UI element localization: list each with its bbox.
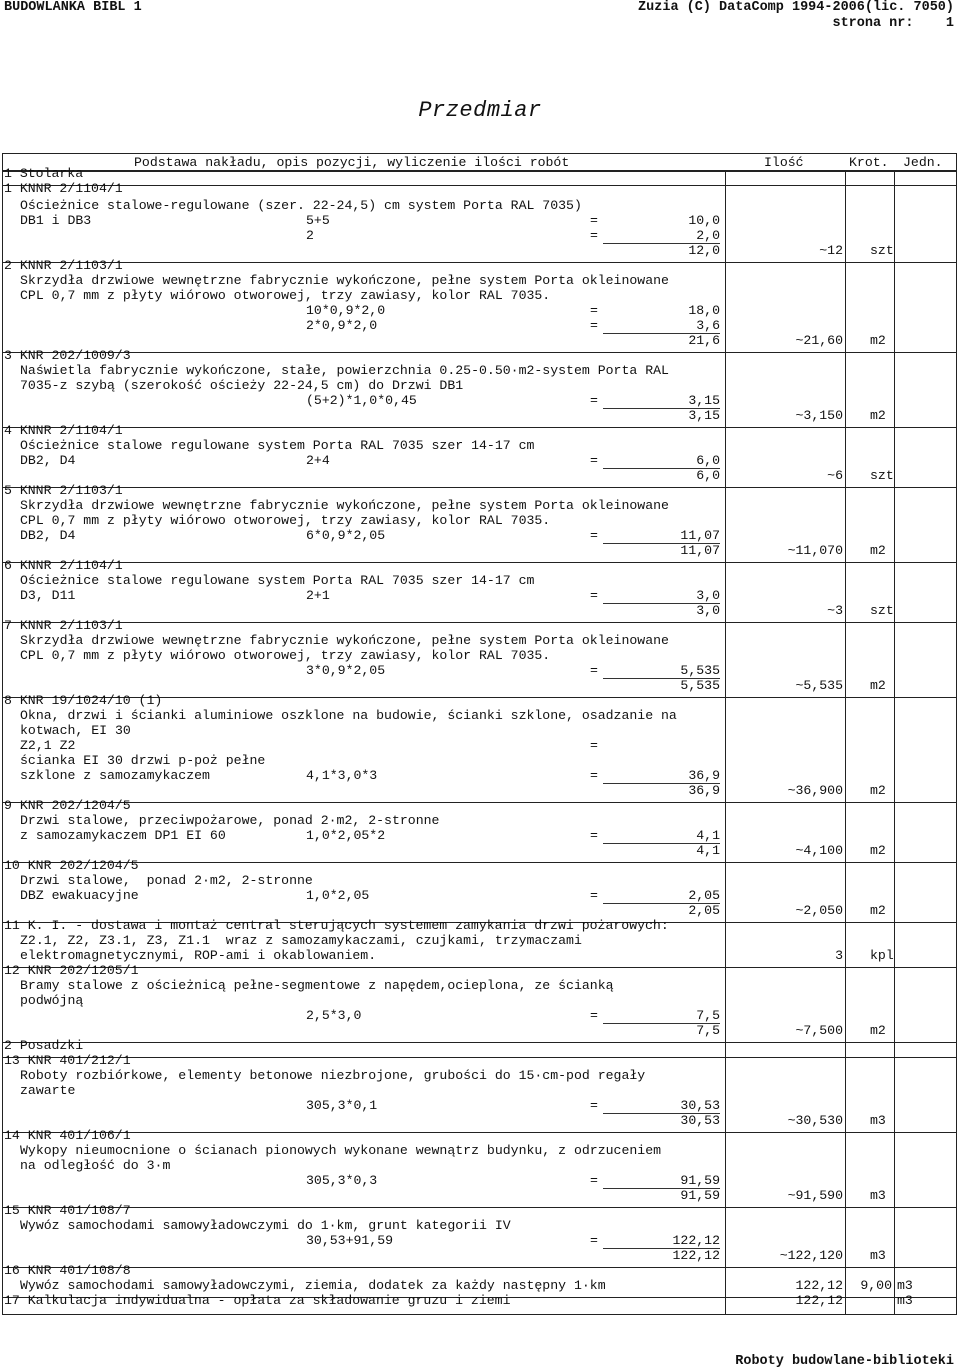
row-separator	[2, 1267, 957, 1268]
position-description: Wywóz samochodami samowyładowczymi do 1·km, grunt kategorii IV	[20, 1218, 511, 1233]
position-description: Ościeżnice stalowe regulowane system Porta RAL 7035 szer 14-17 cm	[20, 573, 535, 588]
position-header: 2 Posadzki	[4, 1038, 84, 1053]
calc-equals: =	[590, 228, 598, 243]
position-description: na odległość do 3·m	[20, 1158, 171, 1173]
position-header: 6 KNNR 2/1104/1	[4, 558, 123, 573]
calc-expression: 2	[306, 228, 314, 243]
calc-equals: =	[590, 738, 598, 753]
position-header: 1 Stolarka	[4, 166, 84, 181]
calc-value: 36,9	[688, 768, 720, 783]
calc-value: 2,05	[688, 888, 720, 903]
subtotal-value: 5,535	[680, 678, 720, 693]
subtotal-value: 12,0	[688, 243, 720, 258]
position-header: 14 KNR 401/106/1	[4, 1128, 131, 1143]
quantity-cell: 122,12	[795, 1278, 843, 1293]
col-header-description: Podstawa nakładu, opis pozycji, wyliczenie ilości robót	[134, 155, 570, 170]
calc-value: 11,07	[680, 528, 720, 543]
position-header: 7 KNNR 2/1103/1	[4, 618, 123, 633]
unit-cell: m3	[897, 1278, 913, 1293]
quantity-cell: ~12	[819, 243, 843, 258]
quantity-cell: ~6	[827, 468, 843, 483]
position-description: Bramy stalowe z ościeżnicą pełne-segmentowe z napędem,ocieplona, ze ścianką	[20, 978, 614, 993]
unit-cell: m2	[870, 333, 886, 348]
quantity-cell: 122,12	[795, 1293, 843, 1308]
unit-cell: szt	[870, 468, 894, 483]
unit-cell: m2	[870, 783, 886, 798]
unit-cell: m3	[897, 1293, 913, 1308]
column-divider-3	[894, 172, 895, 1314]
position-header: 9 KNR 202/1204/5	[4, 798, 131, 813]
calc-expression: 5+5	[306, 213, 330, 228]
unit-cell: kpl	[870, 948, 894, 963]
copyright-line: Zuzia (C) DataComp 1994-2006(lic. 7050)	[638, 0, 954, 15]
unit-cell: m3	[870, 1113, 886, 1128]
krot-cell: 9,00	[860, 1278, 892, 1293]
position-description: Skrzydła drzwiowe wewnętrzne fabrycznie wykończone, pełne system Porta okleinowane	[20, 498, 669, 513]
calc-equals: =	[590, 213, 598, 228]
subtotal-value: 4,1	[696, 843, 720, 858]
position-description: Wykopy nieumocnione o ścianach pionowych wykonane wewnątrz budynku, z odrzuceniem	[20, 1143, 662, 1158]
row-separator	[2, 622, 957, 623]
subtotal-value: 3,15	[688, 408, 720, 423]
unit-cell: m2	[870, 678, 886, 693]
position-description: CPL 0,7 mm z płyty wiórowo otworowej, trzy zawiasy, kolor RAL 7035.	[20, 648, 551, 663]
calc-expression: (5+2)*1,0*0,45	[306, 393, 417, 408]
calc-value: 2,0	[696, 228, 720, 243]
unit-cell: m2	[870, 408, 886, 423]
row-separator	[2, 185, 957, 186]
position-header: 5 KNNR 2/1103/1	[4, 483, 123, 498]
quantity-cell: ~2,050	[795, 903, 843, 918]
position-description: Ościeżnice stalowe-regulowane (szer. 22-24,5) cm system Porta RAL 7035)	[20, 198, 582, 213]
position-description: Z2.1, Z2, Z3.1, Z3, Z1.1 wraz z samozamykaczami, czujkami, trzymaczami	[20, 933, 582, 948]
calc-label: DBZ ewakuacyjne	[20, 888, 139, 903]
position-description: zawarte	[20, 1083, 76, 1098]
calc-label: D3, D11	[20, 588, 76, 603]
position-header: 13 KNR 401/212/1	[4, 1053, 131, 1068]
calc-expression: 2,5*3,0	[306, 1008, 362, 1023]
calc-expression: 3*0,9*2,05	[306, 663, 386, 678]
calc-expression: 4,1*3,0*3	[306, 768, 378, 783]
calc-equals: =	[590, 1008, 598, 1023]
subtotal-value: 36,9	[688, 783, 720, 798]
page-label: strona nr:	[832, 16, 914, 31]
position-description: elektromagnetycznymi, ROP-ami i okablowaniem.	[20, 948, 377, 963]
calc-value: 7,5	[696, 1008, 720, 1023]
position-description: kotwach, EI 30	[20, 723, 131, 738]
position-description: Skrzydła drzwiowe wewnętrzne fabrycznie wykończone, pełne system Porta okleinowane	[20, 633, 669, 648]
row-separator	[2, 1042, 957, 1043]
calc-equals: =	[590, 528, 598, 543]
row-separator	[2, 562, 957, 563]
position-header: 2 KNNR 2/1103/1	[4, 258, 123, 273]
unit-cell: m2	[870, 843, 886, 858]
calc-label: DB1 i DB3	[20, 213, 92, 228]
row-separator	[2, 427, 957, 428]
position-header: 16 KNR 401/108/8	[4, 1263, 131, 1278]
position-header: 1 KNNR 2/1104/1	[4, 181, 123, 196]
calc-equals: =	[590, 1098, 598, 1113]
calc-equals: =	[590, 588, 598, 603]
subtotal-value: 21,6	[688, 333, 720, 348]
subtotal-value: 6,0	[696, 468, 720, 483]
table-frame	[2, 153, 957, 1315]
position-header: 17 Kalkulacja indywidualna - opłata za składowanie gruzu i ziemi	[4, 1293, 511, 1308]
page-number-line	[832, 16, 954, 31]
calc-expression: 305,3*0,1	[306, 1098, 378, 1113]
calc-expression: 2+1	[306, 588, 330, 603]
col-header-unit: Jedn.	[903, 155, 943, 170]
row-separator	[2, 352, 957, 353]
subtotal-value: 91,59	[680, 1188, 720, 1203]
quantity-cell: ~3,150	[795, 408, 843, 423]
quantity-cell: ~7,500	[795, 1023, 843, 1038]
col-header-krot: Krot.	[849, 155, 889, 170]
row-separator	[2, 1132, 957, 1133]
position-description: Roboty rozbiórkowe, elementy betonowe niezbrojone, grubości do 15·cm-pod regały	[20, 1068, 646, 1083]
calc-value: 18,0	[688, 303, 720, 318]
calc-equals: =	[590, 663, 598, 678]
position-description: CPL 0,7 mm z płyty wiórowo otworowej, trzy zawiasy, kolor RAL 7035.	[20, 513, 551, 528]
calc-equals: =	[590, 888, 598, 903]
position-description: CPL 0,7 mm z płyty wiórowo otworowej, trzy zawiasy, kolor RAL 7035.	[20, 288, 551, 303]
quantity-cell: ~3	[827, 603, 843, 618]
subtotal-value: 11,07	[680, 543, 720, 558]
subtotal-value: 7,5	[696, 1023, 720, 1038]
position-description: Skrzydła drzwiowe wewnętrzne fabrycznie wykończone, pełne system Porta okleinowane	[20, 273, 669, 288]
row-separator	[2, 967, 957, 968]
calc-expression: 305,3*0,3	[306, 1173, 378, 1188]
calc-equals: =	[590, 303, 598, 318]
row-separator	[2, 862, 957, 863]
col-header-quantity: Ilość	[764, 155, 804, 170]
unit-cell: m2	[870, 1023, 886, 1038]
subtotal-value: 122,12	[672, 1248, 720, 1263]
position-description: Okna, drzwi i ścianki aluminiowe oszklone na budowie, ścianki szklone, osadzanie na	[20, 708, 677, 723]
calc-label: DB2, D4	[20, 528, 76, 543]
unit-cell: m3	[870, 1188, 886, 1203]
footer-label: Roboty budowlane-biblioteki	[735, 1354, 954, 1369]
column-divider-2	[845, 172, 846, 1314]
position-description: podwójną	[20, 993, 84, 1008]
calc-value: 3,15	[688, 393, 720, 408]
row-separator	[2, 487, 957, 488]
row-separator	[2, 262, 957, 263]
quantity-cell: ~4,100	[795, 843, 843, 858]
document-title: Przedmiar	[418, 98, 542, 123]
quantity-cell: ~36,900	[787, 783, 843, 798]
unit-cell: m2	[870, 543, 886, 558]
row-separator	[2, 1207, 957, 1208]
calc-label: DB2, D4	[20, 453, 76, 468]
quantity-cell: ~122,120	[779, 1248, 843, 1263]
calc-equals: =	[590, 393, 598, 408]
calc-equals: =	[590, 453, 598, 468]
quantity-cell: ~5,535	[795, 678, 843, 693]
calc-label: Z2,1 Z2	[20, 738, 76, 753]
calc-value: 4,1	[696, 828, 720, 843]
calc-label: z samozamykaczem DP1 EI 60	[20, 828, 226, 843]
quantity-cell: ~91,590	[787, 1188, 843, 1203]
calc-equals: =	[590, 768, 598, 783]
row-separator	[2, 802, 957, 803]
position-header: 10 KNR 202/1204/5	[4, 858, 139, 873]
calc-value: 10,0	[688, 213, 720, 228]
position-header: 8 KNR 19/1024/10 (1)	[4, 693, 163, 708]
column-divider-1	[725, 172, 726, 1314]
quantity-cell: ~21,60	[795, 333, 843, 348]
subtotal-value: 2,05	[688, 903, 720, 918]
unit-cell: szt	[870, 603, 894, 618]
position-description: Drzwi stalowe, przeciwpożarowe, ponad 2·m2, 2-stronne	[20, 813, 440, 828]
position-header: 11 K. I. - dostawa i montaż central sterujących systemem zamykania drzwi pożarowych:	[4, 918, 669, 933]
position-description: Drzwi stalowe, ponad 2·m2, 2-stronne	[20, 873, 313, 888]
position-description: ścianka EI 30 drzwi p-poż pełne	[20, 753, 266, 768]
calc-value: 91,59	[680, 1173, 720, 1188]
position-description: Wywóz samochodami samowyładowczymi, ziemia, dodatek za każdy następny 1·km	[20, 1278, 606, 1293]
calc-expression: 30,53+91,59	[306, 1233, 394, 1248]
position-description: 7035-z szybą (szerokość ościeży 22-24,5 cm) do Drzwi DB1	[20, 378, 464, 393]
calc-expression: 2*0,9*2,0	[306, 318, 378, 333]
quantity-cell: 3	[835, 948, 843, 963]
row-separator	[2, 1057, 957, 1058]
calc-expression: 2+4	[306, 453, 330, 468]
unit-cell: m2	[870, 903, 886, 918]
calc-expression: 1,0*2,05	[306, 888, 370, 903]
calc-value: 30,53	[680, 1098, 720, 1113]
header-divider	[2, 171, 957, 172]
calc-value: 122,12	[672, 1233, 720, 1248]
row-separator	[2, 170, 957, 171]
calc-equals: =	[590, 1233, 598, 1248]
calc-value: 5,535	[680, 663, 720, 678]
position-header: 15 KNR 401/108/7	[4, 1203, 131, 1218]
calc-expression: 1,0*2,05*2	[306, 828, 386, 843]
unit-cell: m3	[870, 1248, 886, 1263]
calc-value: 6,0	[696, 453, 720, 468]
page-number: 1	[945, 16, 954, 31]
subtotal-value: 30,53	[680, 1113, 720, 1128]
calc-equals: =	[590, 1173, 598, 1188]
calc-equals: =	[590, 828, 598, 843]
position-description: Ościeżnice stalowe regulowane system Porta RAL 7035 szer 14-17 cm	[20, 438, 535, 453]
calc-expression: 10*0,9*2,0	[306, 303, 386, 318]
position-header: 12 KNR 202/1205/1	[4, 963, 139, 978]
app-name: BUDOWLANKA BIBL 1	[4, 0, 142, 15]
calc-value: 3,6	[696, 318, 720, 333]
position-header: 3 KNR 202/1009/3	[4, 348, 131, 363]
calc-expression: 6*0,9*2,05	[306, 528, 386, 543]
position-description: Naświetla fabrycznie wykończone, stałe, powierzchnia 0.25-0.50·m2-system Porta RAL	[20, 363, 669, 378]
quantity-cell: ~30,530	[787, 1113, 843, 1128]
quantity-cell: ~11,070	[787, 543, 843, 558]
calc-equals: =	[590, 318, 598, 333]
calc-value: 3,0	[696, 588, 720, 603]
subtotal-value: 3,0	[696, 603, 720, 618]
position-header: 4 KNNR 2/1104/1	[4, 423, 123, 438]
unit-cell: szt	[870, 243, 894, 258]
calc-label: szklone z samozamykaczem	[20, 768, 210, 783]
